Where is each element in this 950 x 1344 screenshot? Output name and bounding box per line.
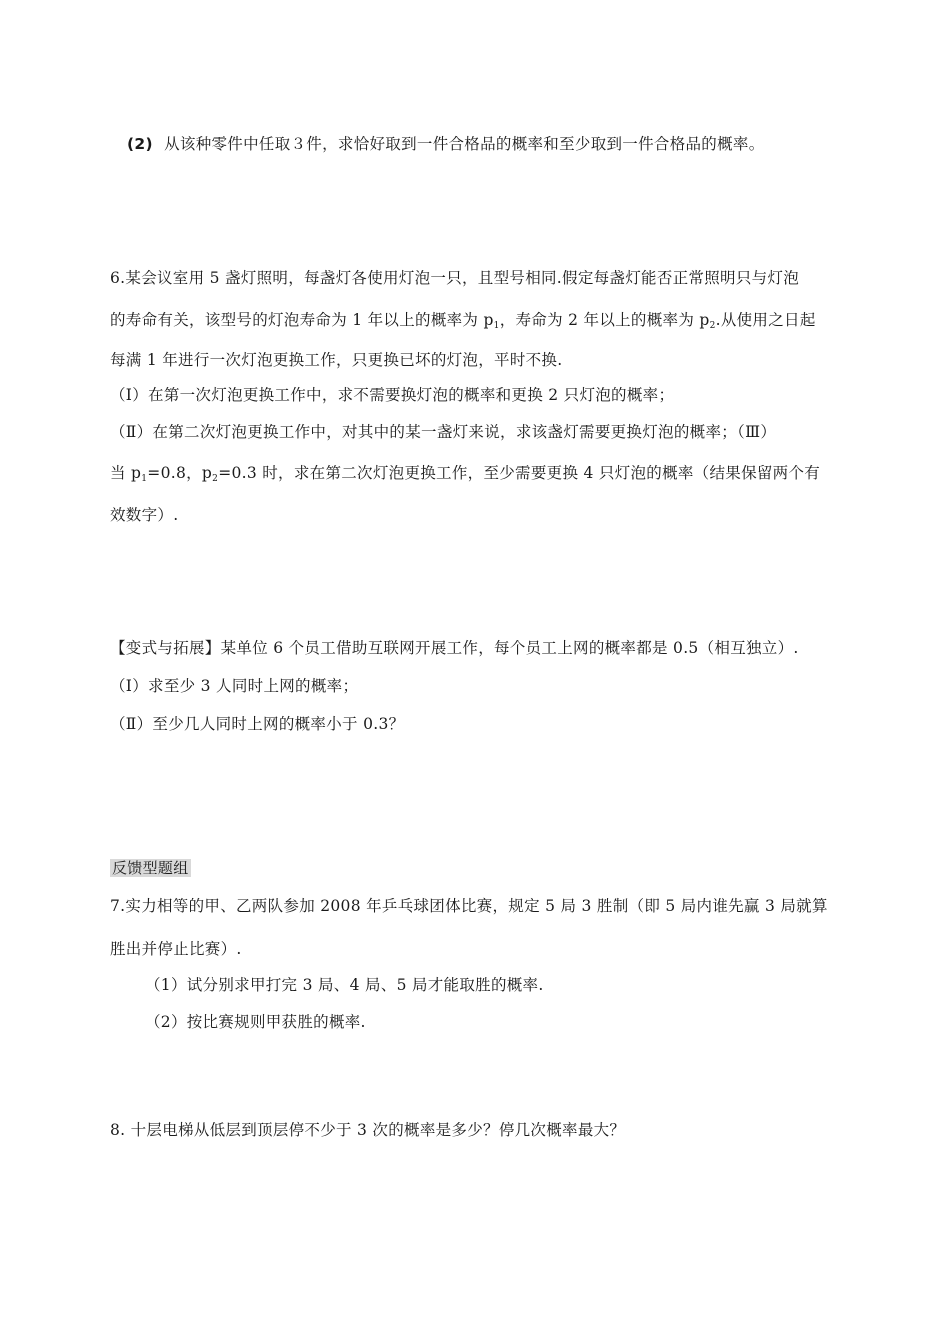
q6-line6-sub1: 1	[141, 474, 148, 484]
q7-part1: （1）试分别求甲打完 3 局、4 局、5 局才能取胜的概率.	[145, 976, 544, 994]
feedback-heading	[110, 858, 191, 878]
q6-line6-sub2: 2	[212, 474, 219, 484]
q6-line2-c: .从使用之日起	[715, 311, 816, 329]
variant-line3: （Ⅱ）至少几人同时上网的概率小于 0.3？	[110, 715, 405, 733]
q6-line4: （Ⅰ）在第一次灯泡更换工作中，求不需要换灯泡的概率和更换 2 只灯泡的概率；	[110, 386, 675, 404]
q6-line1: 6.某会议室用 5 盏灯照明，每盏灯各使用灯泡一只，且型号相同.假定每盏灯能否正常照明只与灯泡	[110, 269, 800, 287]
q6-line2-sub1: 1	[493, 321, 500, 331]
variant-line2: （Ⅰ）求至少 3 人同时上网的概率；	[110, 677, 359, 695]
q6-line2-sub2: 2	[709, 321, 716, 331]
q6-line3: 每满 1 年进行一次灯泡更换工作，只更换已坏的灯泡，平时不换.	[110, 351, 563, 369]
q7-line2: 胜出并停止比赛）.	[110, 940, 242, 958]
q5-part2	[127, 134, 765, 154]
q5-part2-text: 从该种零件中任取３件，求恰好取到一件合格品的概率和至少取到一件合格品的概率。	[164, 135, 765, 153]
q8-line1: 8. 十层电梯从低层到顶层停不少于 3 次的概率是多少？停几次概率最大？	[110, 1121, 626, 1139]
q6-line5: （Ⅱ）在第二次灯泡更换工作中，对其中的某一盏灯来说，求该盏灯需要更换灯泡的概率；（Ⅲ）	[110, 423, 777, 441]
q6-line2-b: ，寿命为 2 年以上的概率为 p	[499, 311, 710, 329]
q5-part2-label: (2)	[127, 135, 153, 153]
q6-line6-b: =0.8，p	[147, 464, 213, 482]
feedback-heading-text: 反馈型题组	[112, 859, 189, 877]
q7-part2: （2）按比赛规则甲获胜的概率.	[145, 1013, 366, 1031]
q6-line7: 效数字）.	[110, 506, 179, 524]
q6-line6-a: 当 p	[110, 464, 142, 482]
q7-line1: 7.实力相等的甲、乙两队参加 2008 年乒乓球团体比赛，规定 5 局 3 胜制（即 5 局内谁先赢 3 局就算	[110, 897, 828, 915]
q6-line6	[110, 463, 820, 489]
q6-line2	[110, 310, 816, 336]
variant-line1: 【变式与拓展】某单位 6 个员工借助互联网开展工作，每个员工上网的概率都是 0.5（相互独立）.	[110, 639, 799, 657]
q6-line6-c: =0.3 时，求在第二次灯泡更换工作，至少需要更换 4 只灯泡的概率（结果保留两个有	[218, 464, 821, 482]
q6-line2-a: 的寿命有关，该型号的灯泡寿命为 1 年以上的概率为 p	[110, 311, 494, 329]
